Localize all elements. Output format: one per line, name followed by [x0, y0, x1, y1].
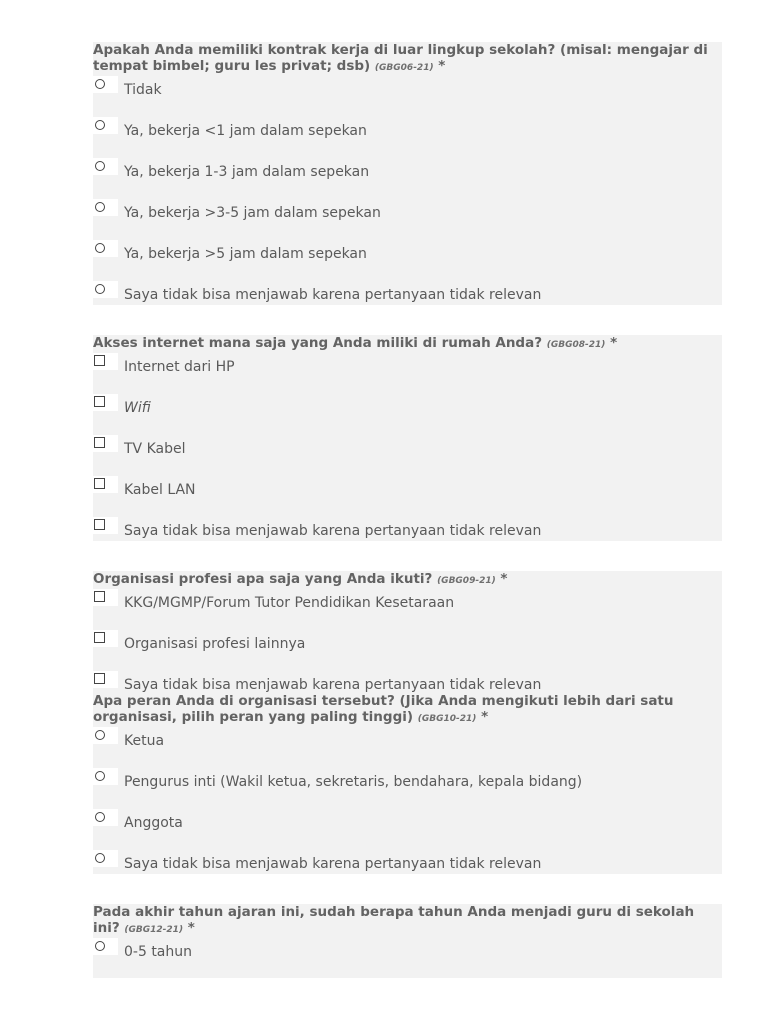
option-label[interactable]: Ya, bekerja <1 jam dalam sepekan [124, 123, 367, 139]
option-label[interactable]: Saya tidak bisa menjawab karena pertanyaan tidak relevan [124, 856, 542, 872]
option-label[interactable]: KKG/MGMP/Forum Tutor Pendidikan Kesetaraan [124, 595, 455, 611]
question-gbg12-21 [93, 904, 722, 978]
checkbox-option[interactable] [93, 671, 722, 695]
checkbox-option[interactable] [93, 394, 722, 435]
radio-option[interactable] [93, 727, 722, 768]
checkbox[interactable] [94, 355, 105, 366]
radio-option[interactable] [93, 850, 722, 891]
checkbox[interactable] [94, 437, 105, 448]
radio-option[interactable] [93, 281, 722, 322]
radio-button[interactable] [95, 771, 105, 781]
question-code: (GBG12-21) [124, 925, 184, 935]
option-label[interactable]: Saya tidak bisa menjawab karena pertanyaan tidak relevan [124, 523, 542, 539]
question-title: Apa peran Anda di organisasi tersebut? (Jika Anda mengikuti lebih dari satu organisasi, pilih peran yang paling tinggi) (GBG10-21) * [93, 693, 674, 725]
radio-option[interactable] [93, 938, 722, 979]
checkbox-option[interactable] [93, 589, 722, 630]
radio-button[interactable] [95, 730, 105, 740]
radio-button[interactable] [95, 202, 105, 212]
option-label[interactable]: Tidak [124, 82, 162, 98]
option-label[interactable]: Wifi [124, 400, 151, 416]
option-label[interactable]: Ketua [124, 733, 165, 749]
option-label[interactable]: Kabel LAN [124, 482, 196, 498]
checkbox-option[interactable] [93, 476, 722, 517]
question-title: Organisasi profesi apa saja yang Anda ikuti? (GBG09-21) * [93, 571, 508, 587]
radio-option[interactable] [93, 240, 722, 281]
required-marker: * [610, 335, 618, 351]
radio-button[interactable] [95, 284, 105, 294]
radio-option[interactable] [93, 158, 722, 199]
option-label[interactable]: TV Kabel [124, 441, 186, 457]
option-label[interactable]: 0-5 tahun [124, 944, 193, 960]
checkbox-option[interactable] [93, 435, 722, 476]
question-code: (GBG10-21) [417, 714, 477, 724]
radio-option[interactable] [93, 768, 722, 809]
option-label[interactable]: Ya, bekerja 1-3 jam dalam sepekan [124, 164, 370, 180]
radio-button[interactable] [95, 941, 105, 951]
radio-button[interactable] [95, 79, 105, 89]
question-title: Pada akhir tahun ajaran ini, sudah berapa tahun Anda menjadi guru di sekolah ini? (GBG12-21) * [93, 904, 695, 936]
radio-option[interactable] [93, 76, 722, 117]
checkbox-option[interactable] [93, 517, 722, 558]
radio-button[interactable] [95, 812, 105, 822]
required-marker: * [438, 58, 446, 74]
option-label[interactable]: Organisasi profesi lainnya [124, 636, 306, 652]
required-marker: * [187, 920, 195, 936]
radio-button[interactable] [95, 161, 105, 171]
question-code: (GBG09-21) [437, 576, 496, 586]
radio-button[interactable] [95, 120, 105, 130]
required-marker: * [481, 709, 489, 725]
radio-button[interactable] [95, 243, 105, 253]
radio-option[interactable] [93, 809, 722, 850]
question-gbg08-21 [93, 335, 722, 541]
question-title: Apakah Anda memiliki kontrak kerja di luar lingkup sekolah? (misal: mengajar di tempat bimbel; guru les privat; dsb) (GBG06-21) * [93, 42, 708, 74]
checkbox[interactable] [94, 591, 105, 602]
radio-button[interactable] [95, 853, 105, 863]
checkbox-option[interactable] [93, 353, 722, 394]
question-title: Akses internet mana saja yang Anda miliki di rumah Anda? (GBG08-21) * [93, 335, 618, 351]
question-gbg06-21 [93, 42, 722, 305]
question-gbg09-21 [93, 571, 722, 693]
checkbox-option[interactable] [93, 630, 722, 671]
option-label[interactable]: Internet dari HP [124, 359, 235, 375]
radio-option[interactable] [93, 199, 722, 240]
checkbox[interactable] [94, 632, 105, 643]
checkbox[interactable] [94, 396, 105, 407]
option-label[interactable]: Saya tidak bisa menjawab karena pertanyaan tidak relevan [124, 287, 542, 303]
option-label[interactable]: Pengurus inti (Wakil ketua, sekretaris, bendahara, kepala bidang) [124, 774, 583, 790]
option-label[interactable]: Saya tidak bisa menjawab karena pertanyaan tidak relevan [124, 677, 542, 693]
option-label[interactable]: Ya, bekerja >3-5 jam dalam sepekan [124, 205, 381, 221]
checkbox[interactable] [94, 673, 105, 684]
question-gbg10-21 [93, 693, 722, 874]
checkbox[interactable] [94, 519, 105, 530]
question-code: (GBG06-21) [374, 63, 434, 73]
required-marker: * [500, 571, 508, 587]
radio-option[interactable] [93, 117, 722, 158]
question-code: (GBG08-21) [546, 340, 606, 350]
option-label[interactable]: Anggota [124, 815, 183, 831]
option-label[interactable]: Ya, bekerja >5 jam dalam sepekan [124, 246, 367, 262]
checkbox[interactable] [94, 478, 105, 489]
